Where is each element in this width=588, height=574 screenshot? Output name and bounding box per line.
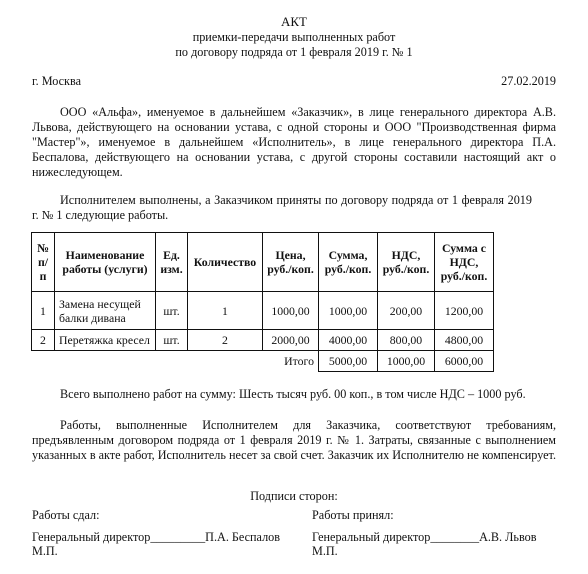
header-cell: Сумма с НДС, руб./коп. [435, 233, 494, 292]
total-cell: 6000,00 [435, 351, 494, 372]
city: г. Москва [32, 74, 81, 88]
table-header-row [32, 233, 494, 292]
customer-signature-line: Генеральный директор________А.В. Львов [312, 530, 537, 544]
header-cell: Количество [188, 233, 263, 292]
accepted-label: Работы принял: [312, 508, 394, 522]
table-total-row [32, 351, 494, 372]
table-cell: 1000,00 [319, 292, 378, 330]
customer-stamp-place: М.П. [312, 544, 338, 558]
contractor-stamp-place: М.П. [32, 544, 58, 558]
total-cell: 5000,00 [319, 351, 378, 372]
table-cell: 1 [188, 292, 263, 330]
table-cell: 4800,00 [435, 330, 494, 351]
conformity-paragraph: Работы, выполненные Исполнителем для Заказчика, соответствуют требованиям, предъявленным договором подряда от 1 февраля 2019 г. № 1. Затраты, связанные с выполнением указанных в акте работ, Исполнитель несет за свой счет. Заказчик их Исполнителю не компенсирует. [32, 418, 556, 462]
table-cell: 200,00 [378, 292, 435, 330]
table-cell: 4000,00 [319, 330, 378, 351]
header-cell: № п/п [32, 233, 55, 292]
total-amount-text: Всего выполнено работ на сумму: Шесть тысяч руб. 00 коп., в том числе НДС – 1000 руб. [60, 387, 526, 401]
table-cell: 2000,00 [263, 330, 319, 351]
table-cell: 800,00 [378, 330, 435, 351]
header-cell: Наименование работы (услуги) [55, 233, 156, 292]
table-row [32, 330, 494, 351]
empty-cell [188, 351, 263, 372]
document-contract-ref: по договору подряда от 1 февраля 2019 г. № 1 [175, 45, 413, 59]
handed-over-label: Работы сдал: [32, 508, 100, 522]
signatures-title: Подписи сторон: [250, 489, 338, 503]
table-row [32, 292, 494, 330]
works-intro-paragraph: Исполнителем выполнены, а Заказчиком приняты по договору подряда от 1 февраля 2019 г. № 1 следующие работы. [32, 193, 532, 222]
intro-paragraph: ООО «Альфа», именуемое в дальнейшем «Заказчик», в лице генерального директора А.В. Львова, действующего на основании устава, с одной стороны и ООО "Производственная фирма "Мастер"», именуемое в дальнейшем «Исполнитель», в лице генерального директора П.А. Беспалова, действующего на основании устава, с другой стороны составили настоящий акт о нижеследующем. [32, 105, 556, 179]
document-title: АКТ [281, 14, 307, 29]
header-cell: Цена, руб./коп. [263, 233, 319, 292]
act-date: 27.02.2019 [501, 74, 556, 88]
table-cell: 1200,00 [435, 292, 494, 330]
empty-cell [55, 351, 156, 372]
document-subtitle: приемки-передачи выполненных работ [192, 30, 396, 44]
table-cell: шт. [156, 330, 188, 351]
contractor-signature-line: Генеральный директор_________П.А. Беспалов [32, 530, 281, 544]
table-cell: 2 [188, 330, 263, 351]
header-cell: НДС, руб./коп. [378, 233, 435, 292]
table-cell: 2 [32, 330, 55, 351]
total-cell: 1000,00 [378, 351, 435, 372]
empty-cell [156, 351, 188, 372]
works-table [31, 232, 494, 372]
header-cell: Сумма, руб./коп. [319, 233, 378, 292]
table-cell: 1000,00 [263, 292, 319, 330]
table-cell: 1 [32, 292, 55, 330]
document-header [0, 14, 588, 60]
header-cell: Ед. изм. [156, 233, 188, 292]
total-label: Итого [284, 354, 314, 369]
table-cell: Перетяжка кресел [55, 330, 156, 351]
table-cell: шт. [156, 292, 188, 330]
table-cell: Замена несущей балки дивана [55, 292, 156, 330]
empty-cell [32, 351, 55, 372]
